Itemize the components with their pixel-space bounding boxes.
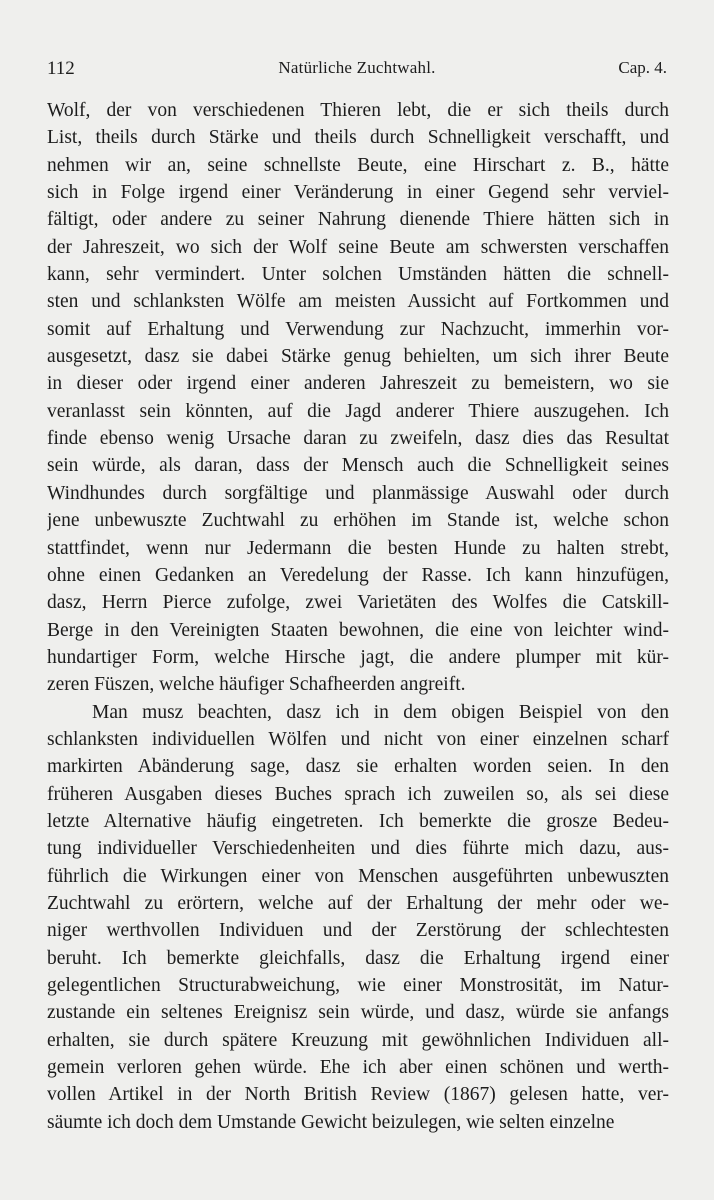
text-line: führlich die Wirkungen einer von Menschen ausgeführten unbewuszten (47, 865, 669, 887)
text-line: vollen Artikel in der North British Review (1867) gelesen hatte, ver- (47, 1084, 669, 1106)
text-line: ausgesetzt, dasz sie dabei Stärke genug behielten, um sich ihrer Beute (47, 346, 669, 368)
text-line: markirten Abänderung sage, dasz sie erhalten worden seien. In den (47, 756, 669, 778)
body-text (47, 97, 669, 1136)
text-line: erhalten, sie durch spätere Kreuzung mit gewöhnlichen Individuen all- (47, 1029, 669, 1051)
page-header (47, 58, 667, 86)
text-line: dasz, Herrn Pierce zufolge, zwei Varietäten des Wolfes die Catskill- (47, 592, 669, 614)
text-line: beruht. Ich bemerkte gleichfalls, dasz die Erhaltung irgend einer (47, 947, 669, 969)
text-line: somit auf Erhaltung und Verwendung zur Nachzucht, immerhin vor- (47, 318, 669, 340)
text-line: ohne einen Gedanken an Veredelung der Rasse. Ich kann hinzufügen, (47, 564, 669, 586)
text-line: säumte ich doch dem Umstande Gewicht beizulegen, wie selten einzelne (47, 1111, 615, 1133)
text-line: der Jahreszeit, wo sich der Wolf seine Beute am schwersten verschaffen (47, 236, 669, 258)
text-line: früheren Ausgaben dieses Buches sprach ich zuweilen so, als sei diese (47, 783, 669, 805)
text-line: hundartiger Form, welche Hirsche jagt, die andere plumper mit kür- (47, 646, 669, 668)
text-line: niger werthvollen Individuen und der Zerstörung der schlechtesten (47, 920, 669, 942)
running-title: Natürliche Zuchtwahl. (278, 58, 436, 77)
text-line: tung individueller Verschiedenheiten und dies führte mich dazu, aus- (47, 838, 669, 860)
text-line: Berge in den Vereinigten Staaten bewohnen, die eine von leichter wind- (47, 619, 669, 641)
text-line: sein würde, als daran, dass der Mensch auch die Schnelligkeit seines (47, 455, 669, 477)
text-line: gemein verloren gehen würde. Ehe ich aber einen schönen und werth- (47, 1057, 669, 1079)
text-line: zeren Füszen, welche häufiger Schafheerden angreift. (47, 674, 466, 696)
text-line: jene unbewuszte Zuchtwahl zu erhöhen im Stande ist, welche schon (47, 510, 669, 532)
text-line: nehmen wir an, seine schnellste Beute, eine Hirschart z. B., hätte (47, 154, 669, 176)
text-line: Windhundes durch sorgfältige und planmässige Auswahl oder durch (47, 482, 669, 504)
text-line: letzte Alternative häufig eingetreten. Ich bemerkte die grosze Bedeu- (47, 810, 669, 832)
text-line: zustande ein seltenes Ereignisz sein würde, und dasz, würde sie anfangs (47, 1002, 669, 1024)
page-number: 112 (47, 58, 75, 79)
chapter-label: Cap. 4. (618, 58, 667, 77)
text-line: fältigt, oder andere zu seiner Nahrung dienende Thiere hätten sich in (47, 209, 669, 231)
text-line: Man musz beachten, dasz ich in dem obigen Beispiel von den (92, 701, 669, 723)
text-line: sten und schlanksten Wölfe am meisten Aussicht auf Fortkommen und (47, 291, 669, 313)
text-line: veranlasst sein könnten, auf die Jagd anderer Thiere auszugehen. Ich (47, 400, 669, 422)
text-line: kann, sehr vermindert. Unter solchen Umständen hätten die schnell- (47, 264, 669, 286)
text-line: finde ebenso wenig Ursache daran zu zweifeln, dasz dies das Resultat (47, 428, 669, 450)
text-line: Wolf, der von verschiedenen Thieren lebt, die er sich theils durch (47, 100, 669, 121)
text-line: stattfindet, wenn nur Jedermann die besten Hunde zu halten strebt, (47, 537, 669, 559)
text-line: List, theils durch Stärke und theils durch Schnelligkeit verschafft, und (47, 127, 669, 149)
text-line: Zuchtwahl zu erörtern, welche auf der Erhaltung der mehr oder we- (47, 892, 669, 914)
text-line: schlanksten individuellen Wölfen und nicht von einer einzelnen scharf (47, 728, 669, 750)
text-line: gelegentlichen Structurabweichung, wie einer Monstrosität, im Natur- (47, 975, 669, 996)
text-line: in dieser oder irgend einer anderen Jahreszeit zu bemeistern, wo sie (47, 373, 669, 395)
text-line: sich in Folge irgend einer Veränderung in einer Gegend sehr verviel- (47, 182, 669, 204)
